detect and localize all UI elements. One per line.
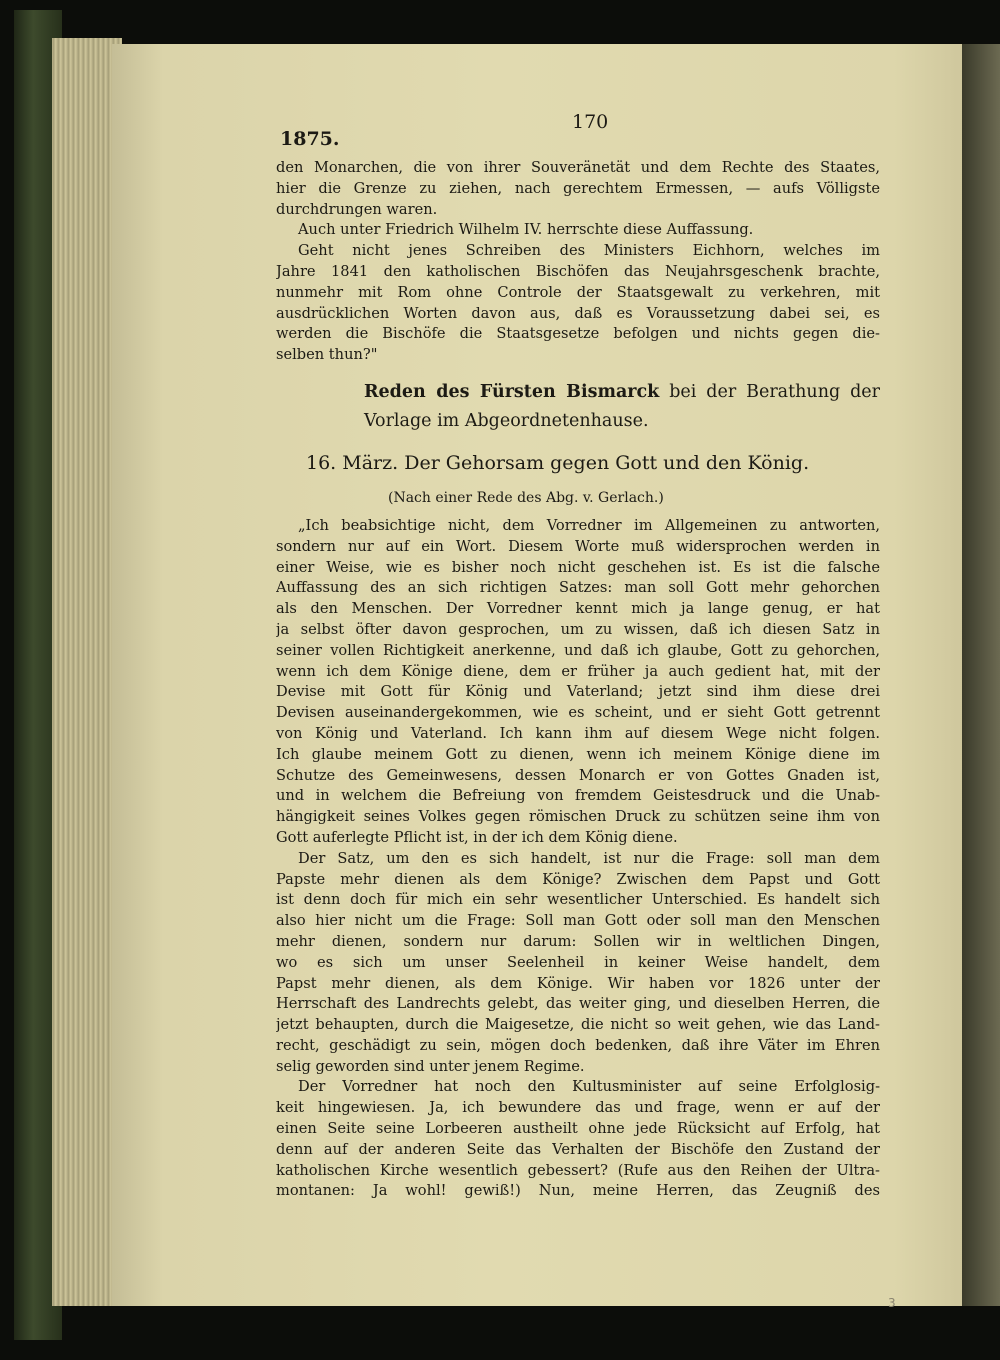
section-heading-line: Vorlage im Abgeordnetenhause. bbox=[364, 410, 649, 431]
text-line: wenn ich dem Könige diene, dem er früher ja auch gedient hat, mit der bbox=[276, 662, 880, 680]
text-line: denn auf der anderen Seite das Verhalten der Bischöfe den Zustand der bbox=[276, 1140, 880, 1158]
text-line: Ich glaube meinem Gott zu dienen, wenn ich meinem Könige diene im bbox=[276, 745, 880, 763]
speech-paragraphs bbox=[276, 516, 880, 1202]
text-line: hier die Grenze zu ziehen, nach gerechtem Ermessen, — aufs Völligste bbox=[276, 179, 880, 197]
text-line: katholischen Kirche wesentlich gebessert? (Rufe aus den Reihen der Ultra- bbox=[276, 1161, 880, 1179]
text-line: jetzt behaupten, durch die Maigesetze, die nicht so weit gehen, wie das Land- bbox=[276, 1016, 880, 1034]
text-line: einer Weise, wie es bisher noch nicht geschehen ist. Es ist die falsche bbox=[276, 558, 880, 576]
page-body bbox=[276, 158, 880, 1202]
text-line: Geht nicht jenes Schreiben des Ministers Eichhorn, welches im bbox=[298, 242, 880, 260]
text-line: Jahre 1841 den katholischen Bischöfen das Neujahrsgeschenk brachte, bbox=[276, 262, 880, 280]
text-line: nunmehr mit Rom ohne Controle der Staatsgewalt zu verkehren, mit bbox=[276, 283, 880, 301]
pencil-mark: 3 bbox=[888, 1296, 896, 1310]
speech-title: 16. März. Der Gehorsam gegen Gott und den König. bbox=[306, 451, 810, 474]
text-line: einen Seite seine Lorbeeren austheilt ohne jede Rücksicht auf Erfolg, hat bbox=[276, 1120, 880, 1138]
text-line: wo es sich um unser Seelenheil in keiner Weise handelt, dem bbox=[276, 953, 880, 971]
text-line: sondern nur auf ein Wort. Diesem Worte muß widersprochen werden in bbox=[276, 537, 880, 555]
text-line: „Ich beabsichtige nicht, dem Vorredner im Allgemeinen zu antworten, bbox=[298, 516, 880, 534]
text-line: als den Menschen. Der Vorredner kennt mich ja lange genug, er hat bbox=[276, 600, 880, 618]
section-heading-rest: bei der Berathung der bbox=[659, 381, 880, 402]
text-line: und in welchem die Befreiung von fremdem Geistesdruck und die Unab- bbox=[276, 787, 880, 805]
adjacent-page-edge bbox=[962, 44, 1000, 1306]
text-line: durchdrungen waren. bbox=[276, 200, 438, 218]
text-line: Gott auferlegte Pflicht ist, in der ich dem König diene. bbox=[276, 828, 678, 846]
text-line: Der Satz, um den es sich handelt, ist nur die Frage: soll man dem bbox=[298, 849, 880, 867]
text-line: hängigkeit seines Volkes gegen römischen Druck zu schützen seine ihm von bbox=[276, 808, 880, 826]
section-heading-bold: Reden des Fürsten Bismarck bbox=[364, 381, 660, 402]
text-line: ausdrücklichen Worten davon aus, daß es Voraussetzung dabei sei, es bbox=[276, 304, 880, 322]
text-line: mehr dienen, sondern nur darum: Sollen wir in weltlichen Dingen, bbox=[276, 932, 880, 950]
text-line: Auffassung des an sich richtigen Satzes: man soll Gott mehr gehorchen bbox=[276, 579, 880, 597]
text-line: ist denn doch für mich ein sehr wesentlicher Unterschied. Es handelt sich bbox=[276, 891, 880, 909]
text-line: Papst mehr dienen, als dem Könige. Wir haben vor 1826 unter der bbox=[276, 974, 880, 992]
text-line: den Monarchen, die von ihrer Souveränetät und dem Rechte des Staates, bbox=[276, 159, 880, 176]
text-line: recht, geschädigt zu sein, mögen doch bedenken, daß ihre Väter im Ehren bbox=[276, 1036, 880, 1054]
text-line: Auch unter Friedrich Wilhelm IV. herrschte diese Auffassung. bbox=[298, 221, 754, 239]
text-line: keit hingewiesen. Ja, ich bewundere das und frage, wenn er auf der bbox=[276, 1099, 880, 1117]
text-line: selig geworden sind unter jenem Regime. bbox=[276, 1057, 585, 1075]
section-heading bbox=[276, 378, 880, 436]
speech-source: (Nach einer Rede des Abg. v. Gerlach.) bbox=[388, 489, 664, 506]
text-line: Schutze des Gemeinwesens, dessen Monarch er von Gottes Gnaden ist, bbox=[276, 766, 880, 784]
text-line: Devise mit Gott für König und Vaterland; jetzt sind ihm diese drei bbox=[276, 683, 880, 701]
text-line: selben thun?" bbox=[276, 346, 378, 364]
text-line: Herrschaft des Landrechts gelebt, das weiter ging, und dieselben Herren, die bbox=[276, 995, 880, 1013]
text-line: Papste mehr dienen als dem Könige? Zwischen dem Papst und Gott bbox=[276, 870, 880, 888]
text-line: von König und Vaterland. Ich kann ihm auf diesem Wege nicht folgen. bbox=[276, 724, 880, 742]
text-line: werden die Bischöfe die Staatsgesetze befolgen und nichts gegen die- bbox=[276, 325, 880, 343]
page-number: 170 bbox=[572, 111, 609, 133]
year-header: 1875. bbox=[280, 128, 340, 150]
text-line: Der Vorredner hat noch den Kultusminister auf seine Erfolglosig- bbox=[298, 1078, 880, 1096]
text-line: seiner vollen Richtigkeit anerkenne, und daß ich glaube, Gott zu gehorchen, bbox=[276, 641, 880, 659]
text-line: ja selbst öfter davon gesprochen, um zu wissen, daß ich diesen Satz in bbox=[276, 620, 880, 638]
section-heading-line bbox=[276, 378, 880, 407]
text-line: montanen: Ja wohl! gewiß!) Nun, meine Herren, das Zeugniß des bbox=[276, 1182, 880, 1200]
intro-paragraphs bbox=[276, 158, 880, 366]
text-line: also hier nicht um die Frage: Soll man Gott oder soll man den Menschen bbox=[276, 912, 880, 930]
text-line: Devisen auseinandergekommen, wie es scheint, und er sieht Gott getrennt bbox=[276, 704, 880, 722]
